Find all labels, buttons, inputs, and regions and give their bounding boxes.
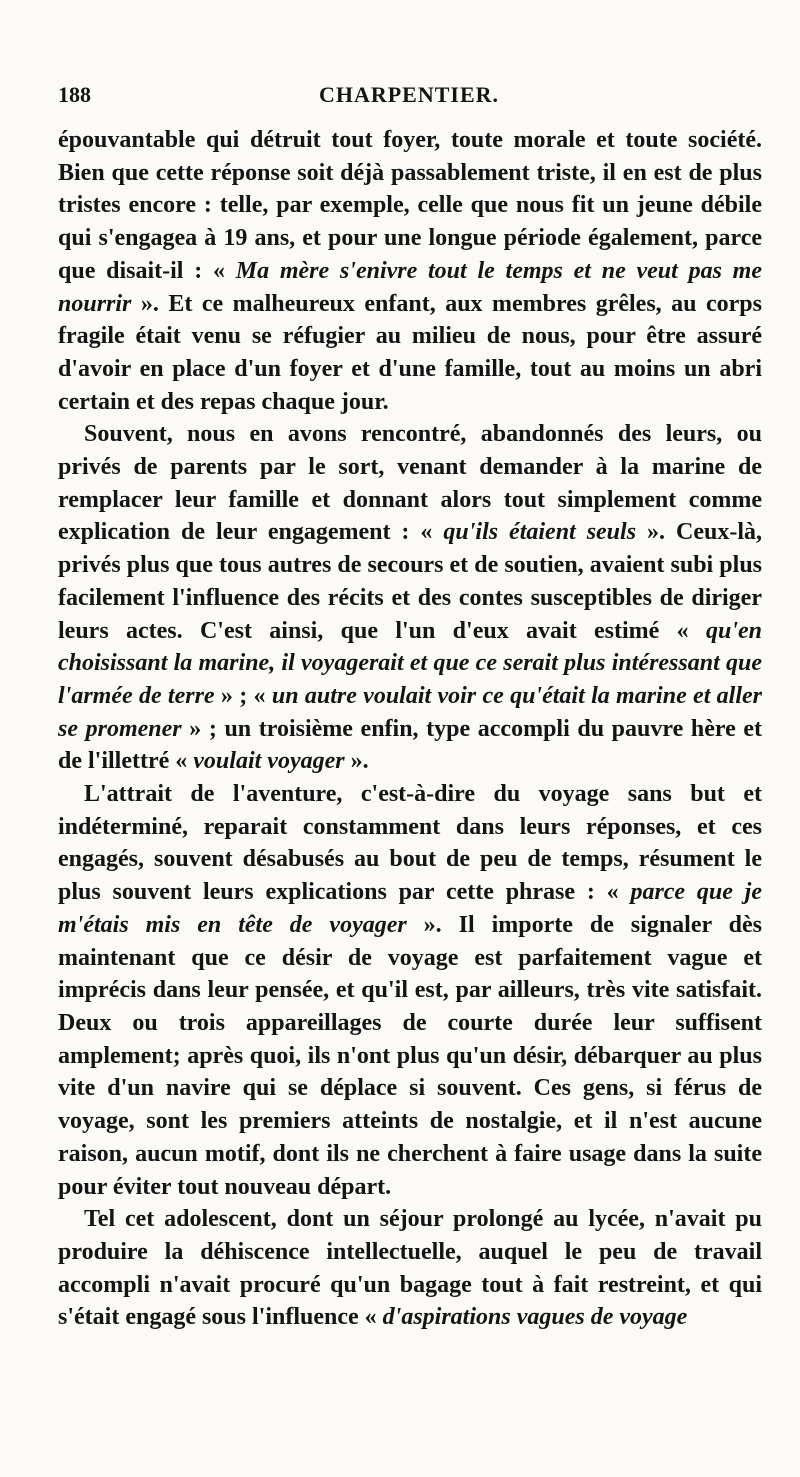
text-run: ». Et ce malheureux enfant, aux membres grêles, au corps fragile était venu se réfugier au milieu de nous, pour être assuré d'avoir en place d'un foyer et d'une famille, tout au moins un abri certain et des repas chaque jour.: [58, 290, 762, 415]
quoted-italic-text: Ma mère s'enivre tout le temps et ne veut pas me nourrir: [58, 257, 763, 317]
quoted-italic-text: d'aspirations vagues de voyage: [382, 1304, 688, 1331]
paragraph: [58, 418, 762, 778]
quoted-italic-text: qu'ils étaient seuls: [443, 519, 637, 546]
quoted-italic-text: qu'en choisissant la marine, il voyagerait et que ce serait plus intéressant que l'armée de terre: [58, 617, 762, 709]
paragraph: [58, 778, 762, 1203]
running-head: CHARPENTIER.: [318, 82, 500, 107]
text-run: Tel cet adolescent, dont un séjour prolongé au lycée, n'avait pu produire la déhiscence intellectuelle, auquel le peu de travail accompli n'avait procuré qu'un bagage tout à fait restreint, et qui s'était engagé sous l'influence «: [58, 1206, 762, 1331]
text-run: Souvent, nous en avons rencontré, abandonnés des leurs, ou privés de parents par le sort, venant demander à la marine de remplacer leur famille et donnant alors tout simplement comme explication de leur engagement : «: [58, 421, 762, 546]
page-number: 188: [58, 82, 91, 107]
text-run: ».: [344, 748, 369, 775]
paragraph: [58, 1203, 762, 1334]
text-run: ». Il importe de signaler dès maintenant que ce désir de voyage est parfaitement vague et imprécis dans leur pensée, et qu'il est, par ailleurs, très vite satisfait. Deux ou trois appareillages de courte durée leur suffisent amplement; après quoi, ils n'ont plus qu'un désir, débarquer au plus vite d'un navire qui se déplace si souvent. Ces gens, si férus de voyage, sont les premiers atteints de nostalgie, et il n'est aucune raison, aucun motif, dont ils ne cherchent à faire usage dans la suite pour éviter tout nouveau départ.: [58, 911, 763, 1200]
paragraph: [58, 124, 762, 418]
text-run: » ; un troisième enfin, type accompli du pauvre hère et de l'illettré «: [58, 715, 762, 775]
text-run: L'attrait de l'aventure, c'est-à-dire du voyage sans but et indéterminé, reparait constamment dans leurs réponses, et ces engagés, souvent désabusés au bout de peu de temps, résument le plus souvent leurs explications par cette phrase : «: [58, 781, 762, 906]
body-text: [58, 124, 762, 1334]
page-header: [58, 82, 760, 122]
quoted-italic-text: parce que je m'étais mis en tête de voyager: [58, 879, 763, 938]
text-run: épouvantable qui détruit tout foyer, toute morale et toute société. Bien que cette réponse soit déjà passablement triste, il en est de plus tristes encore : telle, par exemple, celle que nous fit un jeune débile qui s'engagea à 19 ans, et pour une longue période également, parce que disait-il : «: [58, 127, 762, 284]
quoted-italic-text: voulait voyager: [193, 748, 345, 775]
text-run: » ; «: [214, 682, 272, 709]
text-run: ». Ceux-là, privés plus que tous autres de secours et de soutien, avaient subi plus facilement l'influence des récits et des contes susceptibles de diriger leurs actes. C'est ainsi, que l'un d'eux avait estimé «: [58, 519, 762, 644]
quoted-italic-text: un autre voulait voir ce qu'était la marine et aller se promener: [58, 682, 763, 742]
